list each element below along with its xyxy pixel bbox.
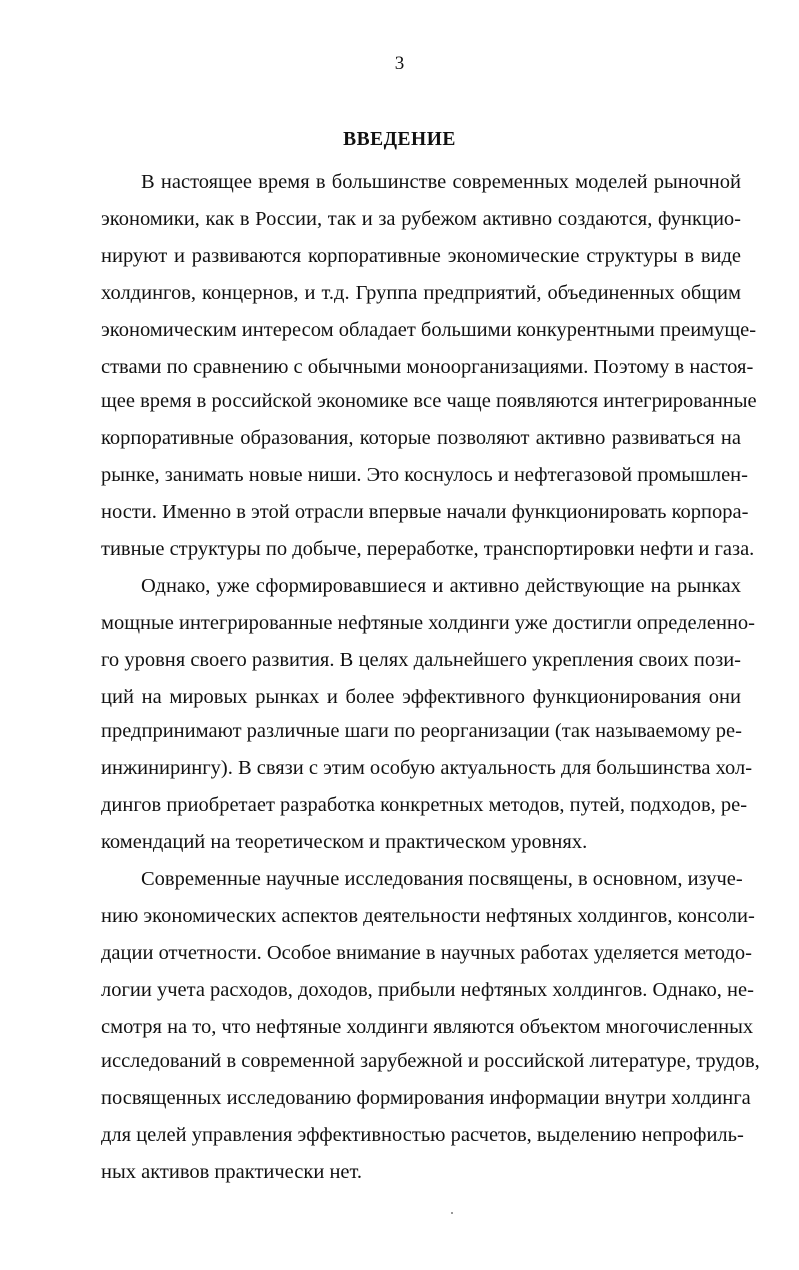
text-line: ствами по сравнению с обычными моноорганизациями. Поэтому в настоя-: [101, 356, 754, 378]
text-line: ности. Именно в этой отрасли впервые начали функционировать корпора-: [101, 501, 749, 523]
text-line: ных активов практически нет.: [101, 1161, 363, 1183]
text-line: для целей управления эффективностью расчетов, выделению непрофиль-: [101, 1124, 744, 1146]
text-line: щее время в российской экономике все чаще появляются интегрированные: [101, 390, 757, 412]
text-line: инжинирингу). В связи с этим особую актуальность для большинства хол-: [101, 757, 753, 779]
text-line: экономики, как в России, так и за рубежом активно создаются, функцио-: [101, 208, 741, 230]
scan-speck: [451, 1212, 453, 1214]
text-line: тивные структуры по добыче, переработке, транспортировки нефти и газа.: [101, 538, 755, 560]
text-line: го уровня своего развития. В целях дальнейшего укрепления своих пози-: [101, 649, 741, 671]
text-line: рынке, занимать новые ниши. Это коснулось и нефтегазовой промышлен-: [101, 464, 748, 486]
text-line: смотря на то, что нефтяные холдинги являются объектом многочисленных: [101, 1016, 754, 1038]
text-line: комендаций на теоретическом и практическом уровнях.: [101, 831, 588, 853]
text-line: В настоящее время в большинстве современных моделей рыночной: [141, 171, 741, 193]
text-line: предпринимают различные шаги по реорганизации (так называемому ре-: [101, 720, 742, 742]
section-heading: ВВЕДЕНИЕ: [343, 129, 456, 150]
text-line: дингов приобретает разработка конкретных методов, путей, подходов, ре-: [101, 794, 748, 816]
text-line: холдингов, концернов, и т.д. Группа предприятий, объединенных общим: [101, 282, 741, 304]
text-line: корпоративные образования, которые позволяют активно развиваться на: [101, 427, 741, 449]
text-line: ций на мировых рынках и более эффективного функционирования они: [101, 686, 741, 708]
text-line: Однако, уже сформировавшиеся и активно действующие на рынках: [141, 575, 741, 597]
text-line: исследований в современной зарубежной и российской литературе, трудов,: [101, 1050, 760, 1072]
text-line: нию экономических аспектов деятельности нефтяных холдингов, консоли-: [101, 905, 755, 927]
text-line: мощные интегрированные нефтяные холдинги уже достигли определенно-: [101, 612, 755, 634]
text-line: посвященных исследованию формирования информации внутри холдинга: [101, 1087, 751, 1109]
text-line: Современные научные исследования посвящены, в основном, изуче-: [141, 868, 743, 890]
page-number: 3: [394, 53, 405, 74]
text-line: нируют и развиваются корпоративные экономические структуры в виде: [101, 245, 741, 267]
text-line: экономическим интересом обладает большими конкурентными преимуще-: [101, 319, 757, 341]
text-line: логии учета расходов, доходов, прибыли нефтяных холдингов. Однако, не-: [101, 979, 754, 1001]
text-line: дации отчетности. Особое внимание в научных работах уделяется методо-: [101, 942, 752, 964]
